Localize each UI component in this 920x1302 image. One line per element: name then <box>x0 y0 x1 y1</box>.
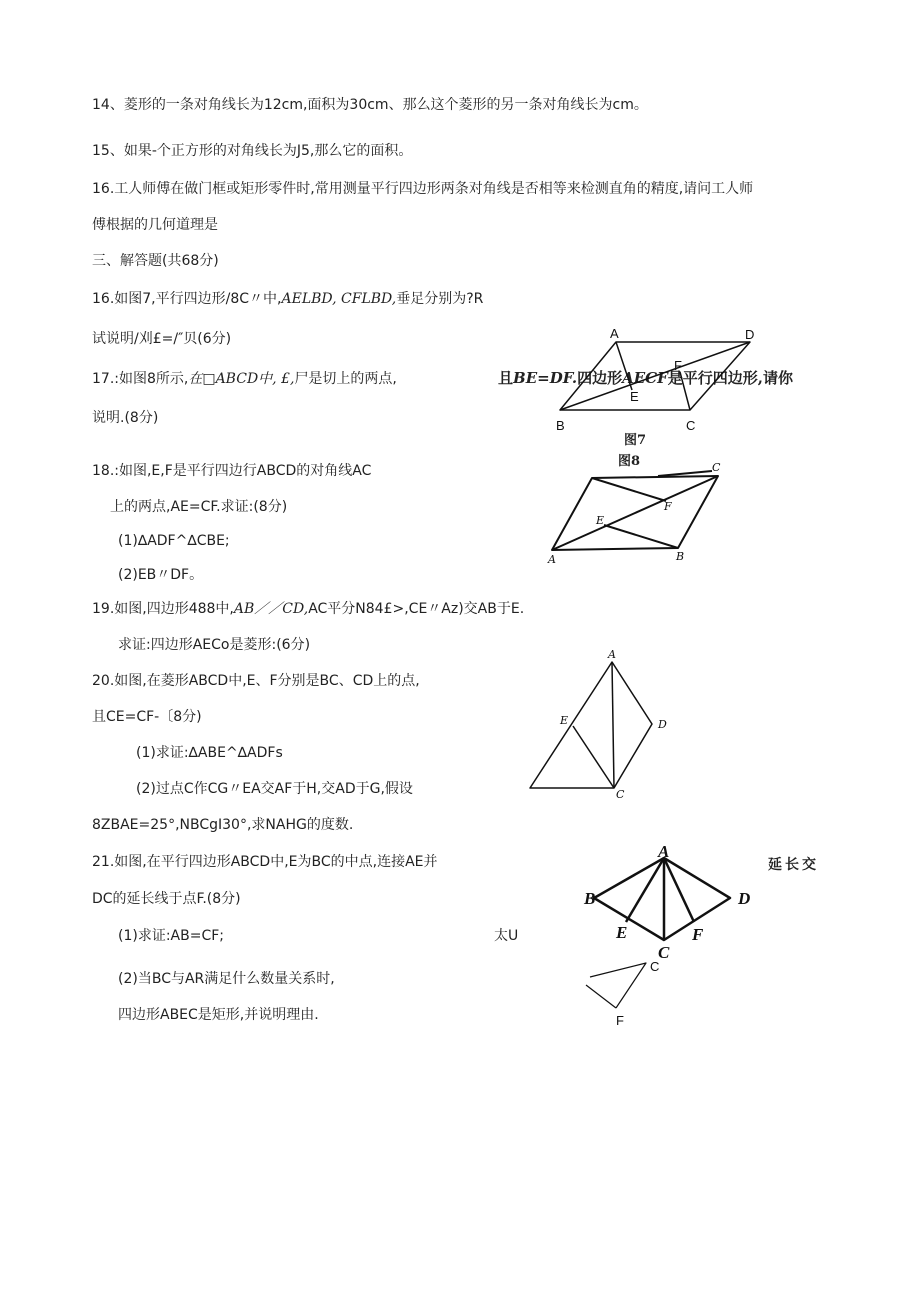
problem-18-part2: (2)EB〃DF。 <box>118 567 204 583</box>
question-16-line2: 傅根据的几何道理是 <box>92 217 218 233</box>
problem-21-part2: (2)当BC与AR满足什么数量关系时, <box>118 971 335 987</box>
fig7-label-f: F <box>674 358 682 373</box>
q20-label-a: A <box>658 842 670 861</box>
problem-21-scan-text: 延长交 <box>768 857 819 873</box>
scan-text-4: AECF <box>622 369 668 387</box>
q21-triangle <box>590 963 646 1008</box>
problem-17-formula: 在□ABCD中, £, <box>188 371 295 387</box>
fig8-caption: 图8 <box>618 454 641 469</box>
problem-20-line5: 8ZBAE=25°,NBCgI30°,求NAHG的度数. <box>92 817 354 833</box>
problem-21-line2: DC的延长线于点F.(8分) <box>92 891 241 907</box>
problem-17-text-end: 尸是切上的两点, <box>294 371 397 387</box>
q19-diagonal-ac <box>612 662 614 788</box>
q19-outline <box>530 662 652 788</box>
problem-19-line1 <box>92 600 524 618</box>
question-15: 15、如果-个正方形的对角线长为J5,那么它的面积。 <box>92 143 413 159</box>
problem-19-text-end: AC平分N84£>,CE〃Az)交AB于E. <box>308 601 525 617</box>
problem-17-text: 17.:如图8所示, <box>92 371 189 387</box>
problem-19-text: 19.如图,四边形488中, <box>92 601 234 617</box>
fig7-perp-cf <box>680 372 690 410</box>
figure-q20 <box>580 840 770 965</box>
question-14: 14、菱形的一条对角线长为12cm,面积为30cm、那么这个菱形的另一条对角线长为cm。 <box>92 97 648 113</box>
q20-label-c: C <box>658 943 670 962</box>
fig8-segment-de <box>592 478 666 501</box>
q19-label-e: E <box>560 714 569 727</box>
fig7-label-b: B <box>556 418 565 433</box>
figure-8 <box>540 448 740 573</box>
fig7-caption: 图7 <box>624 433 647 448</box>
figure-7 <box>540 320 780 450</box>
scan-text-5: 是平行四边形,请你 <box>667 369 793 387</box>
q21-label-c: C <box>650 959 660 974</box>
problem-18-line1: 18.:如图,E,F是平行四边行ABCD的对角线AC <box>92 463 372 479</box>
fig7-label-e: E <box>630 389 639 404</box>
question-16-line1: 16.工人师傅在做门框或矩形零件时,常用测量平行四边形两条对角线是否相等来检测直角的精度,请问工人师 <box>92 181 754 197</box>
problem-20-part1: (1)求证:∆ABE^∆ADFs <box>136 745 283 761</box>
problem-21-line1: 21.如图,在平行四边形ABCD中,E为BC的中点,连接AE并 <box>92 854 438 870</box>
q20-label-b: B <box>584 889 596 908</box>
fig7-label-a: A <box>610 326 619 341</box>
q19-label-d: D <box>658 718 667 731</box>
q20-label-d: D <box>738 889 751 908</box>
fig8-label-a: A <box>548 553 556 566</box>
problem-19-line2: 求证:四边形AECo是菱形:(6分) <box>118 637 311 653</box>
problem-20-line1: 20.如图,在菱形ABCD中,E、F分别是BC、CD上的点, <box>92 673 420 689</box>
q19-label-a: A <box>608 648 616 661</box>
fig8-label-c: C <box>712 461 721 474</box>
fig8-segment-be <box>604 525 678 548</box>
fig7-label-c: C <box>686 418 696 433</box>
problem-21-line5: 四边形ABEC是矩形,并说明理由. <box>118 1007 319 1023</box>
problem-19-formula: AB／／CD, <box>233 601 309 617</box>
fig7-label-d: D <box>745 327 755 342</box>
problem-20-part2: (2)过点C作CG〃EA交AF于H,交AD于G,假设 <box>136 781 413 797</box>
fig8-diagonal-ac <box>552 476 718 550</box>
problem-21-part1: (1)求证:AB=CF; <box>118 928 225 944</box>
problem-21-stray-text: 太U <box>494 928 519 944</box>
problem-17-line2: 说明.(8分) <box>92 410 159 426</box>
fig8-label-b: B <box>676 550 685 563</box>
problem-16-line1 <box>92 290 483 308</box>
figure-q19 <box>528 648 698 801</box>
problem-17-line1 <box>92 370 397 388</box>
q19-segment-ec <box>573 726 614 788</box>
scan-text-1: 且 <box>498 369 514 387</box>
q20-label-f: F <box>692 925 704 944</box>
problem-16-formula: AELBD, CFLBD, <box>281 291 397 307</box>
problem-16-line2: 试说明/刈£=/″贝(6分) <box>92 331 232 347</box>
q20-rhombus <box>594 858 730 940</box>
problem-16-text-end: 垂足分别为?R <box>396 291 484 307</box>
q21-line-1 <box>586 985 616 1008</box>
problem-16-text: 16.如图7,平行四边形/8C〃中, <box>92 291 282 307</box>
q20-label-e: E <box>616 923 628 942</box>
q21-label-f: F <box>616 1013 624 1028</box>
problem-20-line2: 且CE=CF-〔8分) <box>92 709 202 725</box>
fig8-label-f: F <box>664 500 672 513</box>
section-heading: 三、解答题(共68分) <box>92 253 219 269</box>
problem-18-line2: 上的两点,AE=CF.求证:(8分) <box>110 499 288 515</box>
q19-label-c: C <box>616 788 625 801</box>
problem-18-part1: (1)∆ADF^∆CBE; <box>118 533 230 549</box>
fig7-perp-ae <box>616 342 632 390</box>
figure-q21-partial <box>584 955 674 1030</box>
scan-text-3: 四边形 <box>577 369 623 387</box>
scan-text-2: BE=DF. <box>513 369 578 387</box>
fig8-label-e: E <box>596 514 605 527</box>
